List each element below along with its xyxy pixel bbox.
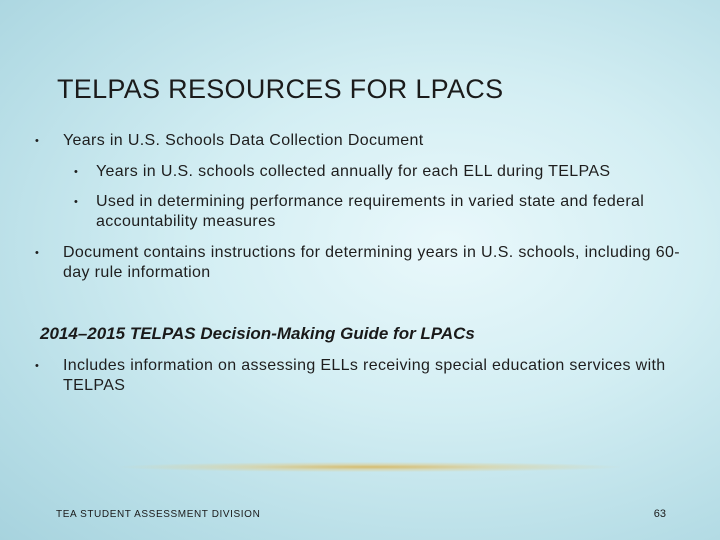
decision-making-guide-heading: 2014–2015 TELPAS Decision-Making Guide for LPACs — [40, 324, 475, 343]
bullet-years-in-us-schools-document — [35, 131, 683, 151]
sub-bullet-collected-annually — [74, 162, 666, 182]
bullet-text: Document contains instructions for determining years in U.S. schools, including 60-day rule information — [63, 244, 680, 281]
bullet-dot: • — [74, 166, 79, 178]
bullet-text: Used in determining performance requirements in varied state and federal accountability measures — [96, 193, 645, 230]
decorative-divider — [120, 462, 620, 472]
bullet-text: Years in U.S. schools collected annually for each ELL during TELPAS — [96, 163, 611, 180]
footer-organization: TEA STUDENT ASSESSMENT DIVISION — [56, 509, 261, 520]
bullet-text: Years in U.S. Schools Data Collection Document — [63, 132, 424, 149]
slide-title: TELPAS RESOURCES FOR LPACS — [57, 74, 504, 104]
bullet-dot: • — [74, 196, 79, 208]
page-number: 63 — [653, 508, 666, 520]
bullet-special-education — [35, 356, 683, 396]
bullet-document-instructions — [35, 243, 683, 283]
bullet-dot: • — [35, 360, 40, 372]
bullet-text: Includes information on assessing ELLs receiving special education services with TELPAS — [63, 357, 666, 394]
bullet-dot: • — [35, 135, 40, 147]
sub-bullet-performance-requirements — [74, 192, 666, 232]
bullet-dot: • — [35, 247, 40, 259]
